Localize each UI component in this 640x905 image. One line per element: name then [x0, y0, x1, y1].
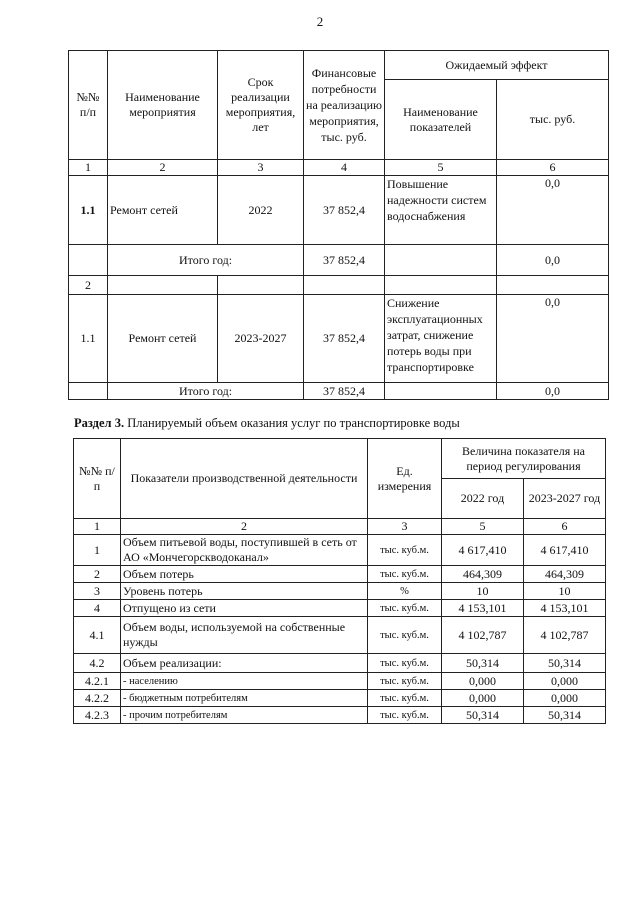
row-value-2022: 0,000: [442, 690, 524, 707]
table-row: [74, 654, 606, 673]
row-unit: тыс. куб.м.: [368, 535, 442, 566]
row-term: 2022: [218, 176, 304, 245]
row-value-2023-2027: 0,000: [524, 673, 606, 690]
row-num: 2: [69, 276, 108, 295]
row-num: 1.1: [69, 295, 108, 383]
total-fin: 37 852,4: [304, 245, 385, 276]
empty-cell: [69, 245, 108, 276]
empty-cell: [385, 383, 497, 400]
table-row: [69, 276, 609, 295]
col-number: 3: [368, 519, 442, 535]
row-num: 4.2.2: [74, 690, 121, 707]
header-unit: Ед. измерения: [368, 439, 442, 519]
row-name: Объем реализации:: [121, 654, 368, 673]
row-num: 3: [74, 583, 121, 600]
col-number: 2: [108, 160, 218, 176]
measures-table: [68, 50, 609, 400]
table-row-total: [69, 245, 609, 276]
row-num: 4.2.1: [74, 673, 121, 690]
header-num: №№ п/п: [69, 51, 108, 160]
header-rub: тыс. руб.: [497, 80, 609, 160]
row-term: 2023-2027: [218, 295, 304, 383]
row-value-2022: 4 617,410: [442, 535, 524, 566]
empty-cell: [108, 276, 218, 295]
header-indicator: Наименование показателей: [385, 80, 497, 160]
col-number: 3: [218, 160, 304, 176]
row-unit: тыс. куб.м.: [368, 654, 442, 673]
row-unit: тыс. куб.м.: [368, 673, 442, 690]
table-row: [69, 176, 609, 245]
header-term: Срок реализации мероприятия, лет: [218, 51, 304, 160]
col-number: 1: [69, 160, 108, 176]
row-value-2022: 4 102,787: [442, 617, 524, 654]
row-name: - прочим потребителям: [121, 707, 368, 724]
row-num: 4.2: [74, 654, 121, 673]
row-value-2023-2027: 0,000: [524, 690, 606, 707]
page-number: 2: [316, 14, 324, 29]
row-num: 1.1: [69, 176, 108, 245]
col-number: 5: [385, 160, 497, 176]
table-row: [74, 583, 606, 600]
col-number: 4: [304, 160, 385, 176]
row-name: Отпущено из сети: [121, 600, 368, 617]
table-row: [74, 600, 606, 617]
total-fin: 37 852,4: [304, 383, 385, 400]
section-title: [74, 416, 460, 431]
table-row: [74, 566, 606, 583]
empty-cell: [497, 276, 609, 295]
row-value-2022: 464,309: [442, 566, 524, 583]
header-name: Наименование мероприятия: [108, 51, 218, 160]
empty-cell: [218, 276, 304, 295]
table-row: [74, 690, 606, 707]
row-name: Ремонт сетей: [108, 176, 218, 245]
total-effect: 0,0: [497, 245, 609, 276]
row-value-2022: 4 153,101: [442, 600, 524, 617]
row-num: 4.1: [74, 617, 121, 654]
section-text: Планируемый объем оказания услуг по транспортировке воды: [127, 416, 460, 430]
row-name: Объем потерь: [121, 566, 368, 583]
column-number-row: [69, 160, 609, 176]
column-number-row: [74, 519, 606, 535]
row-fin: 37 852,4: [304, 176, 385, 245]
row-num: 4.2.3: [74, 707, 121, 724]
row-fin: 37 852,4: [304, 295, 385, 383]
row-value-2022: 50,314: [442, 654, 524, 673]
row-value-2022: 10: [442, 583, 524, 600]
row-unit: тыс. куб.м.: [368, 600, 442, 617]
col-number: 1: [74, 519, 121, 535]
header-year-2022: 2022 год: [442, 479, 524, 519]
table-row: [74, 535, 606, 566]
row-value-2023-2027: 10: [524, 583, 606, 600]
services-table: [73, 438, 606, 724]
row-unit: тыс. куб.м.: [368, 690, 442, 707]
row-value-2022: 0,000: [442, 673, 524, 690]
total-label: Итого год:: [108, 383, 304, 400]
total-effect: 0,0: [497, 383, 609, 400]
row-unit: тыс. куб.м.: [368, 617, 442, 654]
header-effect: Ожидаемый эффект: [385, 51, 609, 80]
row-indicator: Снижение эксплуатационных затрат, снижение потерь воды при транспортировке: [385, 295, 497, 383]
header-fin: Финансовые потребности на реализацию мероприятия, тыс. руб.: [304, 51, 385, 160]
col-number: 6: [497, 160, 609, 176]
row-value-2023-2027: 4 617,410: [524, 535, 606, 566]
empty-cell: [385, 276, 497, 295]
row-num: 4: [74, 600, 121, 617]
header-value: Величина показателя на период регулирования: [442, 439, 606, 479]
header-indicator: Показатели производственной деятельности: [121, 439, 368, 519]
row-name: Объем воды, используемой на собственные нужды: [121, 617, 368, 654]
table-row: [74, 617, 606, 654]
row-unit: %: [368, 583, 442, 600]
section-label: Раздел 3.: [74, 416, 125, 430]
row-value-2023-2027: 50,314: [524, 654, 606, 673]
row-name: Объем питьевой воды, поступившей в сеть от АО «Мончегорскводоканал»: [121, 535, 368, 566]
header-year-2023-2027: 2023-2027 год: [524, 479, 606, 519]
row-unit: тыс. куб.м.: [368, 707, 442, 724]
empty-cell: [304, 276, 385, 295]
row-num: 2: [74, 566, 121, 583]
col-number: 6: [524, 519, 606, 535]
table-row: [69, 295, 609, 383]
table-row: [74, 707, 606, 724]
row-effect: 0,0: [497, 176, 609, 245]
row-name: Ремонт сетей: [108, 295, 218, 383]
row-name: Уровень потерь: [121, 583, 368, 600]
table-row-total: [69, 383, 609, 400]
table-header-row: [74, 439, 606, 479]
header-num: №№ п/п: [74, 439, 121, 519]
col-number: 5: [442, 519, 524, 535]
row-value-2023-2027: 464,309: [524, 566, 606, 583]
row-value-2022: 50,314: [442, 707, 524, 724]
row-name: - бюджетным потребителям: [121, 690, 368, 707]
row-value-2023-2027: 50,314: [524, 707, 606, 724]
row-value-2023-2027: 4 153,101: [524, 600, 606, 617]
table-header-row: [69, 51, 609, 80]
table-row: [74, 673, 606, 690]
row-value-2023-2027: 4 102,787: [524, 617, 606, 654]
row-name: - населению: [121, 673, 368, 690]
empty-cell: [385, 245, 497, 276]
row-indicator: Повышение надежности систем водоснабжения: [385, 176, 497, 245]
row-effect: 0,0: [497, 295, 609, 383]
total-label: Итого год:: [108, 245, 304, 276]
row-num: 1: [74, 535, 121, 566]
col-number: 2: [121, 519, 368, 535]
empty-cell: [69, 383, 108, 400]
row-unit: тыс. куб.м.: [368, 566, 442, 583]
